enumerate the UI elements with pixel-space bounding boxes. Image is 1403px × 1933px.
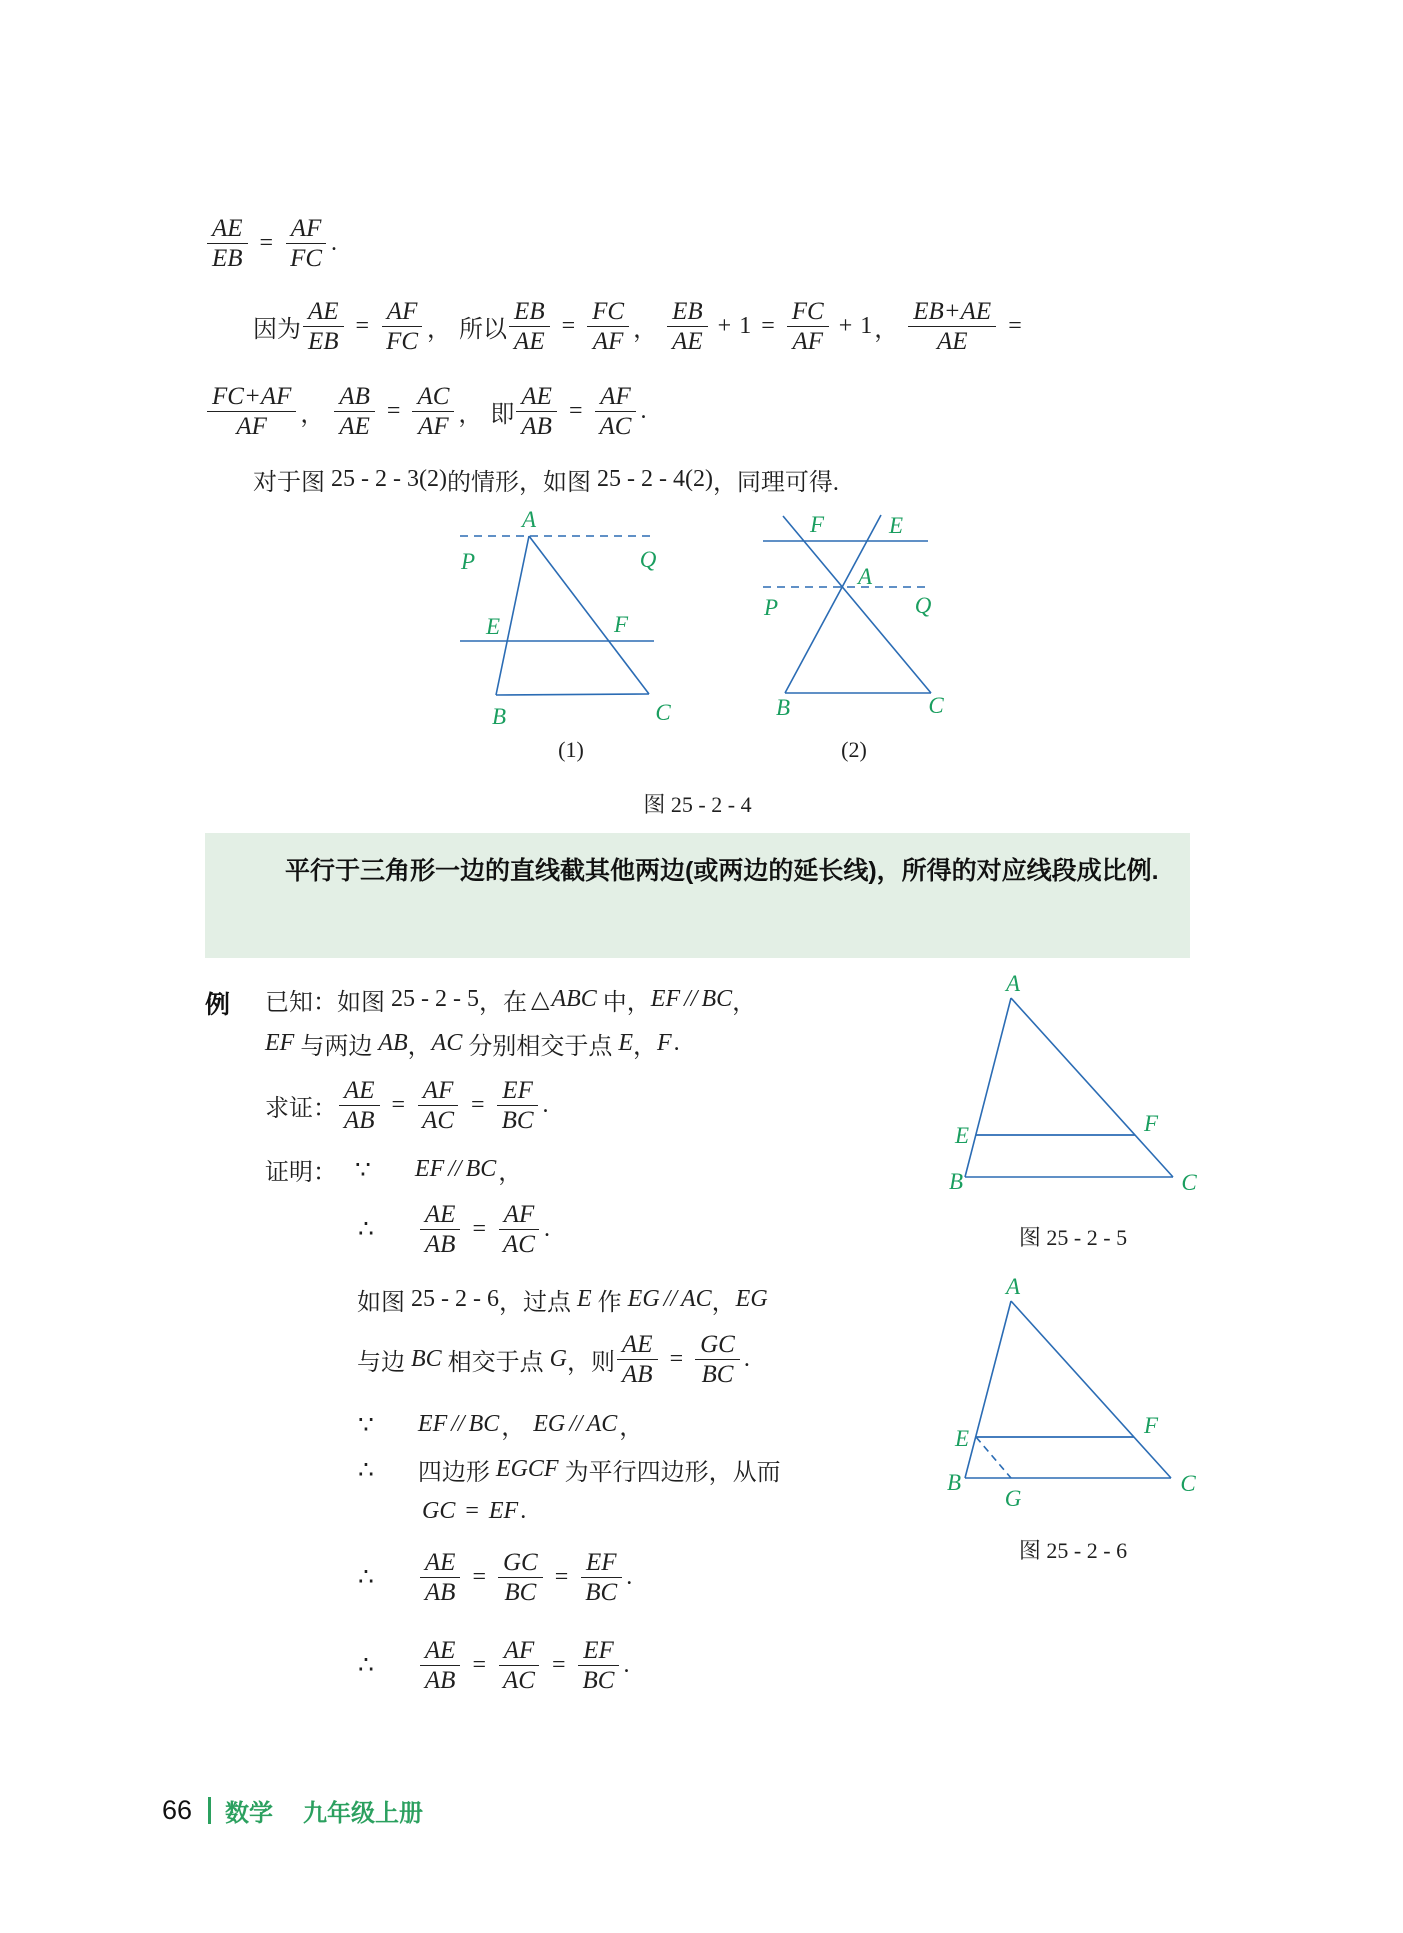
formula-token: $\frac{EB+AE}{AE}$: [908, 297, 996, 356]
formula-token: $\frac{AF}{AC}$: [595, 382, 637, 441]
formula-token: ，: [711, 1290, 736, 1316]
formula-token: //: [448, 1156, 462, 1182]
formula-token: 所以: [459, 316, 508, 343]
formula-token: //: [663, 1286, 677, 1312]
point-label-C: C: [655, 700, 671, 725]
step5-formula: [418, 1407, 651, 1442]
point-label-C: C: [1180, 1471, 1196, 1496]
formula-token: =: [472, 1651, 486, 1678]
figure-25-2-4-caption: 图 25 - 2 - 4: [643, 792, 752, 817]
line-AC: [1011, 1301, 1171, 1478]
step9-formula: [418, 1636, 638, 1695]
formula-token: //: [684, 986, 698, 1012]
formula-token: 已知：如图: [265, 990, 391, 1016]
formula-token: $\frac{FC}{AF}$: [787, 297, 829, 356]
formula-token: //: [569, 1411, 583, 1437]
formula-token: .: [520, 1498, 527, 1524]
formula-token: ，: [300, 401, 325, 428]
formula-token: F: [657, 1030, 672, 1056]
formula-token: $\frac{GC}{BC}$: [695, 1330, 740, 1389]
formula-token: =: [761, 312, 775, 339]
line-FC: [783, 516, 931, 693]
example-tag: 例: [205, 991, 231, 1019]
point-label-F: F: [1143, 1111, 1159, 1136]
point-label-F: F: [613, 612, 629, 637]
formula-token: $\frac{AE}{AB}$: [420, 1636, 461, 1695]
point-label-P: P: [460, 549, 476, 574]
formula-token: EGCF: [495, 1456, 559, 1482]
formula-token: $\frac{AF}{AC}$: [498, 1200, 540, 1259]
formula-token: 对于图: [253, 470, 331, 496]
formula-token: 四边形: [417, 1460, 496, 1486]
formula-token: =: [465, 1498, 479, 1524]
formula-token: GC: [422, 1498, 456, 1524]
because-symbol: ∵: [358, 1411, 376, 1439]
formula-token: EF: [414, 1156, 445, 1182]
formula-token: EG: [533, 1411, 566, 1437]
formula-token: EG: [735, 1286, 768, 1312]
example-line2: [265, 1026, 688, 1061]
therefore-symbol: ∴: [358, 1456, 376, 1484]
formula-token: ，: [874, 316, 899, 343]
formula-token: .: [640, 397, 647, 424]
formula-continuation-line: [205, 380, 654, 442]
formula-token: EF: [488, 1498, 519, 1524]
formula-token: =: [568, 397, 583, 424]
step2-formula: [418, 1200, 558, 1259]
formula-token: =: [472, 1563, 486, 1590]
formula-token: ，在: [478, 990, 527, 1016]
point-label-C: C: [1181, 1170, 1197, 1195]
line-AC: [529, 536, 649, 694]
formula-token: .: [331, 229, 338, 256]
formula-token: =: [471, 1091, 485, 1118]
figure-25-2-4-sub1: [452, 503, 690, 763]
figure-25-2-4-sub1-svg: [452, 503, 690, 731]
figure-25-2-6-caption: 图 25 - 2 - 6: [1018, 1538, 1128, 1563]
example-step6-row: [358, 1452, 781, 1487]
formula-token: 因为: [253, 316, 301, 343]
line-AB: [496, 536, 529, 695]
formula-token: $\frac{AB}{AE}$: [334, 382, 375, 441]
formula-token: $\frac{EB}{AE}$: [509, 297, 550, 356]
formula-token: ，: [407, 1034, 432, 1060]
therefore-symbol: ∴: [358, 1564, 376, 1591]
formula-token: ，同理可得.: [712, 470, 839, 496]
formula-token: .: [743, 1345, 750, 1372]
formula-token: $\frac{AE}{AB}$: [516, 382, 557, 441]
example-step8-row: [358, 1546, 640, 1608]
point-label-E: E: [485, 614, 501, 639]
formula-token: ，则: [567, 1349, 616, 1376]
example-step9-row: [358, 1634, 637, 1696]
example-zhengming-row: [265, 1152, 530, 1187]
formula-token: EF: [417, 1411, 448, 1437]
formula-token: 25 - 2 - 5: [391, 986, 479, 1012]
example-line1: [265, 982, 756, 1017]
formula-token: ，: [501, 1415, 526, 1441]
formula-token: .: [542, 1091, 549, 1118]
formula-token: $\frac{AF}{AC}$: [417, 1076, 459, 1135]
formula-token: EG: [627, 1286, 660, 1312]
formula-token: BC: [468, 1411, 500, 1437]
formula-token: 25 - 2 - 3(2): [331, 466, 447, 492]
formula-token: $\frac{AF}{FC}$: [381, 297, 423, 356]
formula-token: $\frac{EF}{BC}$: [497, 1076, 539, 1135]
formula-token: ，: [732, 990, 757, 1016]
formula-token: AC: [431, 1030, 463, 1056]
formula-token: $\frac{AE}{EB}$: [303, 297, 344, 356]
formula-token: ，: [498, 1160, 523, 1186]
line-AC: [1011, 998, 1173, 1177]
step1-formula: [415, 1152, 530, 1187]
figure-25-2-5-svg: [943, 973, 1215, 1215]
theorem-box: [205, 833, 1190, 958]
formula-token: AC: [586, 1411, 618, 1437]
formula-token: $\frac{EF}{BC}$: [580, 1548, 622, 1607]
point-label-B: B: [946, 1470, 962, 1495]
point-label-A: A: [1005, 973, 1021, 996]
point-label-E: E: [954, 1123, 970, 1148]
formula-token: BC: [411, 1345, 442, 1372]
formula-token: ，: [633, 1034, 657, 1060]
footer-divider: [208, 1797, 211, 1824]
formula-token: 中，: [596, 990, 651, 1016]
line-BC: [496, 694, 649, 695]
figure-25-2-5-caption: 图 25 - 2 - 5: [1018, 1225, 1128, 1250]
formula-because-line: [253, 295, 1032, 357]
formula-token: .: [623, 1651, 630, 1678]
formula-token: 与边: [357, 1349, 411, 1376]
formula-token: $\frac{AE}{AB}$: [420, 1200, 461, 1259]
formula-token: $\frac{FC+AF}{AF}$: [207, 382, 296, 441]
because-symbol: ∵: [355, 1156, 373, 1184]
formula-token: =: [391, 1091, 406, 1118]
page-footer: [162, 1793, 423, 1828]
therefore-symbol: ∴: [358, 1216, 376, 1243]
formula-token: $\frac{AE}{AB}$: [617, 1330, 658, 1389]
formula-token: +: [838, 312, 853, 339]
zhengming-label: 证明：: [265, 1160, 337, 1186]
step8-formula: [418, 1548, 640, 1607]
formula-token: ，过点: [498, 1290, 577, 1316]
point-label-F: F: [809, 512, 825, 537]
point-label-G: G: [1004, 1486, 1022, 1511]
formula-token: $\frac{EF}{BC}$: [578, 1636, 620, 1695]
point-label-A: A: [1005, 1276, 1021, 1299]
formula-token: BC: [465, 1156, 497, 1182]
formula-token: AB: [378, 1030, 408, 1056]
sub-caption-2: (2): [841, 737, 867, 762]
example-step7-row: [422, 1498, 534, 1525]
formula-token: .: [626, 1563, 633, 1590]
formula-token: ，: [633, 316, 658, 343]
formula-token: $\frac{FC}{AF}$: [587, 297, 629, 356]
formula-token: 作: [591, 1290, 628, 1316]
formula-token: $\frac{GC}{BC}$: [498, 1548, 543, 1607]
formula-token: .: [673, 1030, 680, 1056]
formula-token: 的情形，如图: [446, 470, 597, 496]
formula-token: ABC: [551, 986, 597, 1012]
formula-token: 与两边: [294, 1034, 379, 1060]
formula-token: 即: [490, 401, 515, 428]
formula-token: =: [669, 1345, 684, 1372]
step6-formula: [418, 1452, 781, 1487]
point-label-P: P: [763, 595, 779, 620]
example-qiuzheng-row: [265, 1074, 557, 1136]
formula-token: ，: [458, 401, 483, 428]
formula-token: △: [530, 987, 550, 1013]
formula-token: $\frac{AE}{AB}$: [420, 1548, 461, 1607]
theorem-text: 平行于三角形一边的直线截其他两边(或两边的延长线)，所得的对应线段成比例.: [285, 857, 1159, 885]
point-label-C: C: [928, 693, 944, 718]
formula-token: ，: [427, 316, 452, 343]
qiuzheng-label: 求证：: [265, 1095, 337, 1122]
point-label-F: F: [1143, 1413, 1159, 1438]
formula-token: +: [717, 312, 732, 339]
point-label-B: B: [775, 695, 791, 720]
formula-opening: [205, 212, 345, 274]
formula-token: .: [543, 1215, 550, 1242]
point-label-A: A: [857, 564, 873, 589]
figure-25-2-5: [943, 973, 1215, 1252]
formula-token: $\frac{AF}{FC}$: [285, 214, 327, 273]
formula-token: 相交于点: [441, 1349, 550, 1376]
point-label-E: E: [888, 513, 904, 538]
formula-token: =: [561, 312, 576, 339]
qiuzheng-formula: [337, 1076, 557, 1135]
formula-token: E: [576, 1286, 592, 1312]
formula-token: 如图: [357, 1290, 411, 1316]
therefore-symbol: ∴: [358, 1652, 376, 1679]
formula-token: 25 - 2 - 6: [411, 1286, 499, 1312]
footer-subject: 数学: [225, 1800, 274, 1827]
point-label-Q: Q: [914, 593, 932, 618]
remark-line: [253, 462, 839, 497]
example-step5-row: [358, 1407, 651, 1442]
formula-token: 1: [739, 312, 752, 339]
figure-25-2-4-sub2-svg: [753, 503, 955, 731]
figure-25-2-4-sub2: [753, 503, 955, 763]
figure-25-2-6: [943, 1276, 1215, 1565]
formula-token: 1: [860, 312, 873, 339]
formula-token: $\frac{EB}{AE}$: [667, 297, 708, 356]
example-step4-row: [357, 1328, 758, 1390]
formula-token: $\frac{AC}{AF}$: [412, 382, 454, 441]
formula-token: =: [1008, 312, 1022, 339]
point-label-B: B: [491, 704, 507, 729]
formula-token: =: [554, 1563, 569, 1590]
formula-token: $\frac{AE}{EB}$: [207, 214, 248, 273]
formula-token: =: [355, 312, 370, 339]
line-AB: [965, 998, 1011, 1177]
formula-token: //: [451, 1411, 465, 1437]
example-step3-row: [357, 1282, 768, 1317]
formula-token: $\frac{AF}{AC}$: [498, 1636, 540, 1695]
formula-token: G: [549, 1345, 568, 1372]
formula-token: =: [386, 397, 401, 424]
point-label-Q: Q: [639, 547, 657, 572]
formula-token: 分别相交于点: [462, 1034, 619, 1060]
dashed-line-EG: [976, 1437, 1011, 1478]
formula-token: $\frac{AE}{AB}$: [339, 1076, 380, 1135]
formula-token: 为平行四边形，从而: [558, 1460, 781, 1486]
sub-caption-1: (1): [558, 737, 584, 762]
example-step2-row: [358, 1198, 558, 1260]
formula-token: =: [472, 1215, 486, 1242]
figure-25-2-6-svg: [943, 1276, 1215, 1516]
point-label-E: E: [954, 1426, 970, 1451]
formula-token: AC: [681, 1286, 712, 1312]
point-label-A: A: [521, 507, 537, 532]
formula-token: E: [618, 1030, 633, 1056]
formula-token: 25 - 2 - 4(2): [596, 466, 713, 492]
formula-token: BC: [701, 986, 733, 1012]
footer-volume: 九年级上册: [303, 1800, 424, 1827]
formula-token: =: [259, 229, 274, 256]
point-label-B: B: [948, 1169, 964, 1194]
formula-token: ，: [619, 1415, 644, 1441]
page-number: 66: [162, 1795, 193, 1825]
formula-token: EF: [265, 1030, 295, 1056]
formula-token: EF: [650, 986, 681, 1012]
formula-token: =: [551, 1651, 566, 1678]
